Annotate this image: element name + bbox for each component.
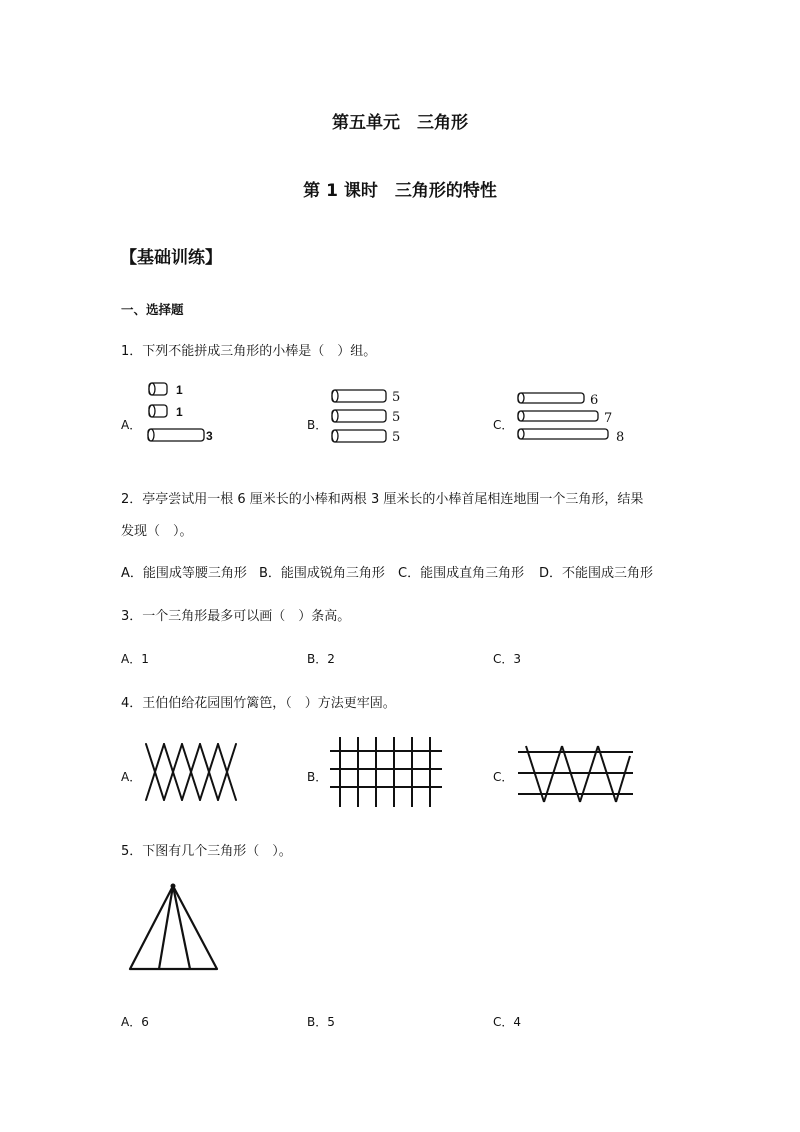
- q2-option-b: B．能围成锐角三角形: [259, 566, 385, 581]
- q4-option-c-triangle-fence: [512, 742, 637, 804]
- question-2-text-line2: 发现（ ）。: [121, 524, 193, 539]
- section-title: 【基础训练】: [120, 248, 222, 268]
- q5-option-c: C．4: [493, 1015, 522, 1029]
- q3-option-a: A．1: [121, 652, 149, 666]
- part-title: 一、选择题: [121, 302, 184, 317]
- q1b-stick-3-length: 5: [392, 430, 401, 445]
- q1c-stick-2-length: 7: [604, 411, 613, 426]
- q5-triangle-figure: [125, 882, 225, 974]
- q1b-stick-2-length: 5: [392, 410, 401, 425]
- question-5-text: 5．下图有几个三角形（ ）。: [121, 844, 292, 859]
- q1-option-c-label: C．: [493, 418, 514, 432]
- q4-option-a-zigzag-fence: [140, 740, 245, 805]
- q1b-stick-1-length: 5: [392, 390, 401, 405]
- q4-option-c-label: C．: [493, 770, 514, 784]
- q1a-stick-2-length: 1: [176, 405, 183, 419]
- unit-title: 第五单元 三角形: [332, 113, 468, 133]
- q1c-stick-1-length: 6: [590, 393, 599, 408]
- q2-option-c: C．能围成直角三角形: [398, 566, 525, 581]
- q1-option-a-label: A．: [121, 418, 142, 432]
- q3-option-c: C．3: [493, 652, 522, 666]
- q4-option-a-label: A．: [121, 770, 142, 784]
- q1c-stick-3-length: 8: [616, 430, 625, 445]
- q1-option-c-sticks: [512, 388, 637, 448]
- q1-option-a-sticks: [140, 378, 240, 448]
- lesson-title: 第 1 课时 三角形的特性: [303, 181, 497, 201]
- q2-option-d: D．不能围成三角形: [539, 566, 654, 581]
- question-1-text: 1．下列不能拼成三角形的小棒是（ ）组。: [121, 344, 377, 359]
- q1a-stick-1-length: 1: [176, 383, 183, 397]
- q2-option-a: A．能围成等腰三角形: [121, 566, 247, 581]
- q5-option-b: B．5: [307, 1015, 335, 1029]
- q4-option-b-label: B．: [307, 770, 328, 784]
- q3-option-b: B．2: [307, 652, 335, 666]
- question-4-text: 4．王伯伯给花园围竹篱笆，（ ）方法更牢固。: [121, 696, 396, 711]
- q1a-stick-3-length: 3: [206, 429, 213, 443]
- q1-option-b-sticks: [326, 385, 416, 450]
- q1-option-b-label: B．: [307, 418, 328, 432]
- question-2-text-line1: 2．亭亭尝试用一根 6 厘米长的小棒和两根 3 厘米长的小棒首尾相连地围一个三角形，结果: [121, 492, 644, 507]
- q4-option-b-grid-fence: [326, 735, 446, 810]
- question-3-text: 3．一个三角形最多可以画（ ）条高。: [121, 609, 351, 624]
- q5-option-a: A．6: [121, 1015, 149, 1029]
